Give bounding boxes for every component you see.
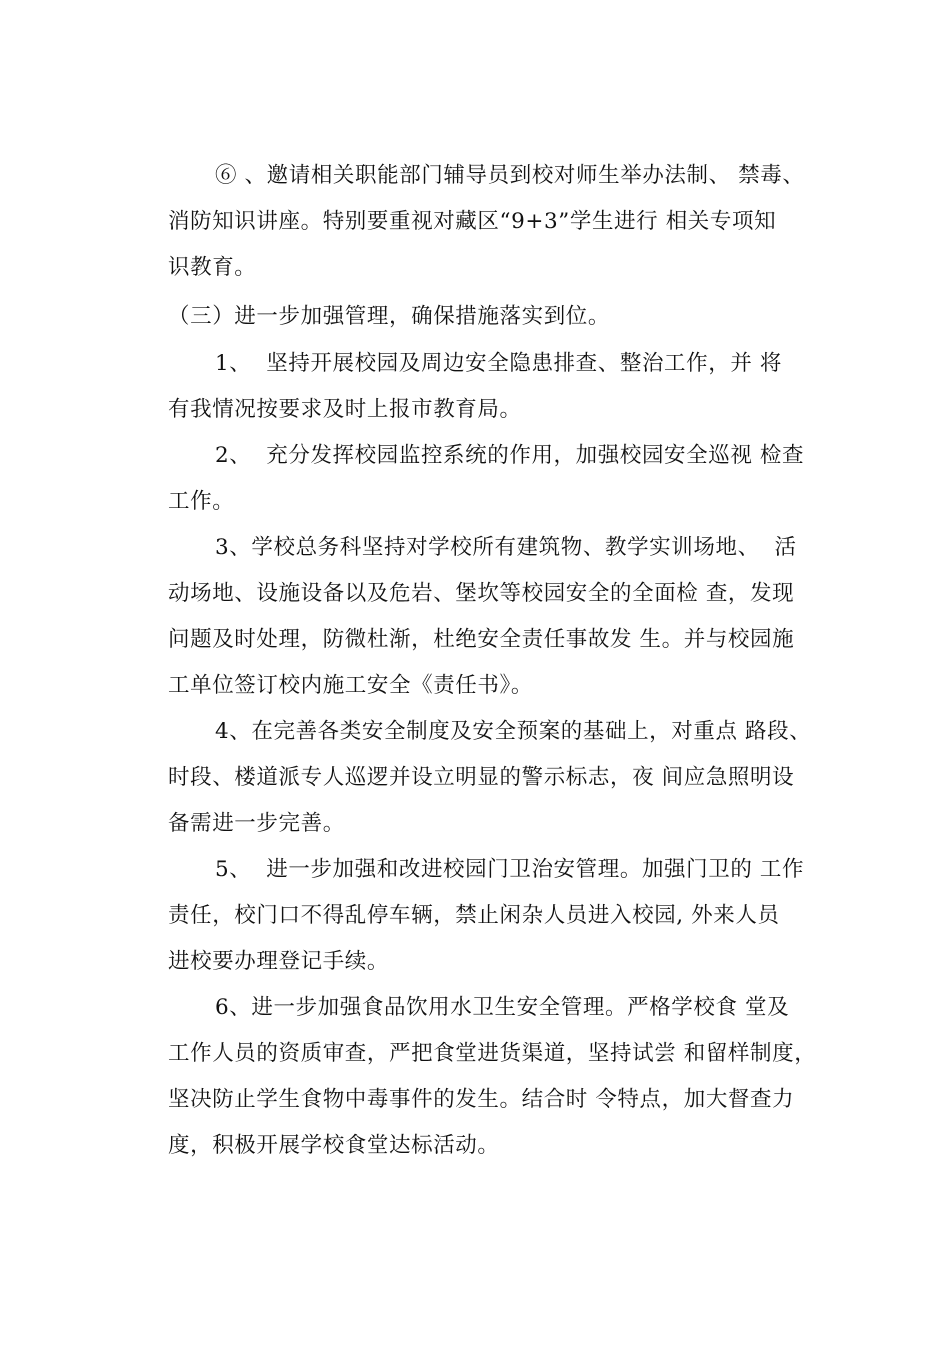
- text-line: 有我情况按要求及时上报市教育局。: [168, 397, 522, 422]
- text-line: 识教育。: [168, 255, 257, 280]
- text-line: 备需进一步完善。: [168, 811, 345, 836]
- text-line: 2、 充分发挥校园监控系统的作用，加强校园安全巡视 检查: [215, 443, 805, 468]
- text-line: 工作。: [168, 489, 235, 514]
- text-line: 3、学校总务科坚持对学校所有建筑物、教学实训场地、 活: [215, 535, 797, 560]
- text-line: 工单位签订校内施工安全《责任书》。: [168, 673, 533, 698]
- text-line: 进校要办理登记手续。: [168, 949, 390, 974]
- text-line: 时段、楼道派专人巡逻并设立明显的警示标志，夜 间应急照明设: [168, 765, 795, 790]
- text-line: 度，积极开展学校食堂达标活动。: [168, 1133, 500, 1158]
- text-line: 问题及时处理，防微杜渐，杜绝安全责任事故发 生。并与校园施: [168, 627, 795, 652]
- text-line: 工作人员的资质审查，严把食堂进货渠道，坚持试尝 和留样制度，: [168, 1041, 817, 1066]
- text-line: 6、进一步加强食品饮用水卫生安全管理。严格学校食 堂及: [215, 995, 790, 1020]
- text-line: 5、 进一步加强和改进校园门卫治安管理。加强门卫的 工作: [215, 857, 805, 882]
- text-line: 1、 坚持开展校园及周边安全隐患排查、整治工作，并 将: [215, 351, 782, 376]
- section-heading: （三）进一步加强管理，确保措施落实到位。: [168, 304, 611, 329]
- text-line: 坚决防止学生食物中毒事件的发生。结合时 令特点，加大督查力: [168, 1087, 795, 1112]
- text-line: 责任，校门口不得乱停车辆，禁止闲杂人员进入校园, 外来人员: [168, 903, 780, 928]
- text-line: 4、在完善各类安全制度及安全预案的基础上，对重点 路段、: [215, 719, 812, 744]
- text-line: ⑥ 、邀请相关职能部门辅导员到校对师生举办法制、 禁毒、: [215, 163, 805, 188]
- text-line: 动场地、设施设备以及危岩、堡坎等校园安全的全面检 查，发现: [168, 581, 795, 606]
- text-line: 消防知识讲座。特别要重视对藏区“9+3”学生进行 相关专项知: [168, 209, 777, 234]
